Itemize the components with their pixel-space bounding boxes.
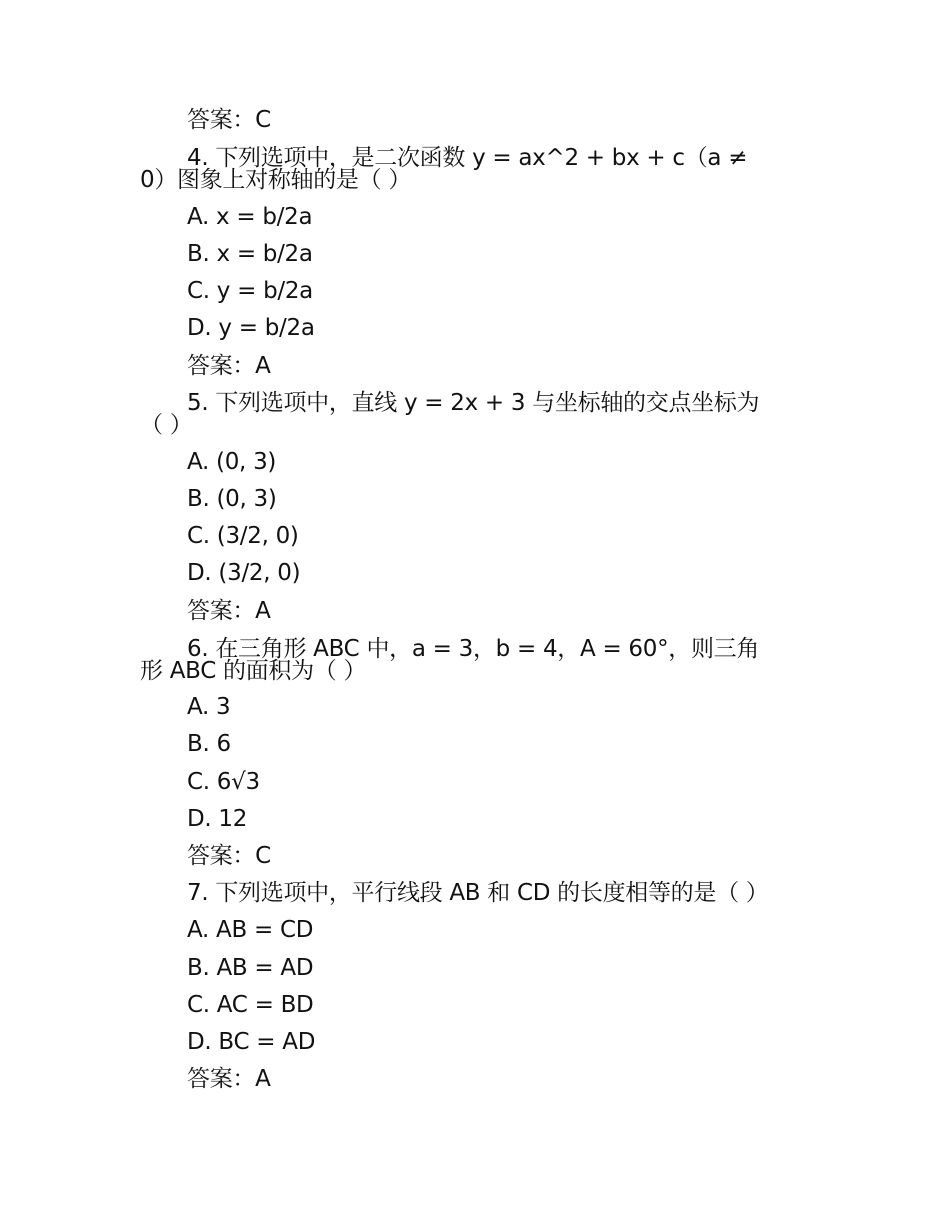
- question-7-line1: 7. 下列选项中，平行线段 AB 和 CD 的长度相等的是（ ）: [187, 880, 769, 906]
- question-4: [140, 147, 800, 191]
- answer-q4: 答案：A: [187, 353, 271, 379]
- answer-q3: 答案：C: [187, 107, 271, 133]
- question-6-line1: 6. 在三角形 ABC 中，a = 3，b = 4，A = 60°，则三角: [187, 636, 760, 662]
- q5-option-c: C. (3/2, 0): [187, 523, 299, 549]
- q5-option-d: D. (3/2, 0): [187, 560, 301, 586]
- q4-option-c: C. y = b/2a: [187, 278, 313, 304]
- q7-option-c: C. AC = BD: [187, 992, 314, 1018]
- question-4-line2: 0）图象上对称轴的是（ ）: [140, 167, 412, 193]
- question-5: [140, 392, 800, 436]
- q6-option-c: C. 6√3: [187, 769, 260, 795]
- answer-q7: 答案：A: [187, 1066, 271, 1092]
- q5-option-b: B. (0, 3): [187, 486, 277, 512]
- q4-option-b: B. x = b/2a: [187, 241, 313, 267]
- q4-option-a: A. x = b/2a: [187, 204, 313, 230]
- question-6-line2: 形 ABC 的面积为（ ）: [140, 658, 367, 684]
- question-6: [140, 638, 800, 682]
- question-5-line1: 5. 下列选项中，直线 y = 2x + 3 与坐标轴的交点坐标为: [187, 390, 760, 416]
- answer-q5: 答案：A: [187, 598, 271, 624]
- answer-q6: 答案：C: [187, 843, 271, 869]
- q7-option-b: B. AB = AD: [187, 955, 314, 981]
- question-5-line2: （ ）: [140, 412, 193, 438]
- q6-option-b: B. 6: [187, 731, 231, 757]
- q6-option-d: D. 12: [187, 806, 248, 832]
- question-4-line1: 4. 下列选项中，是二次函数 y = ax^2 + bx + c（a ≠: [187, 145, 748, 171]
- q6-option-a: A. 3: [187, 694, 231, 720]
- q7-option-d: D. BC = AD: [187, 1029, 316, 1055]
- q5-option-a: A. (0, 3): [187, 449, 277, 475]
- q4-option-d: D. y = b/2a: [187, 315, 315, 341]
- q7-option-a: A. AB = CD: [187, 917, 314, 943]
